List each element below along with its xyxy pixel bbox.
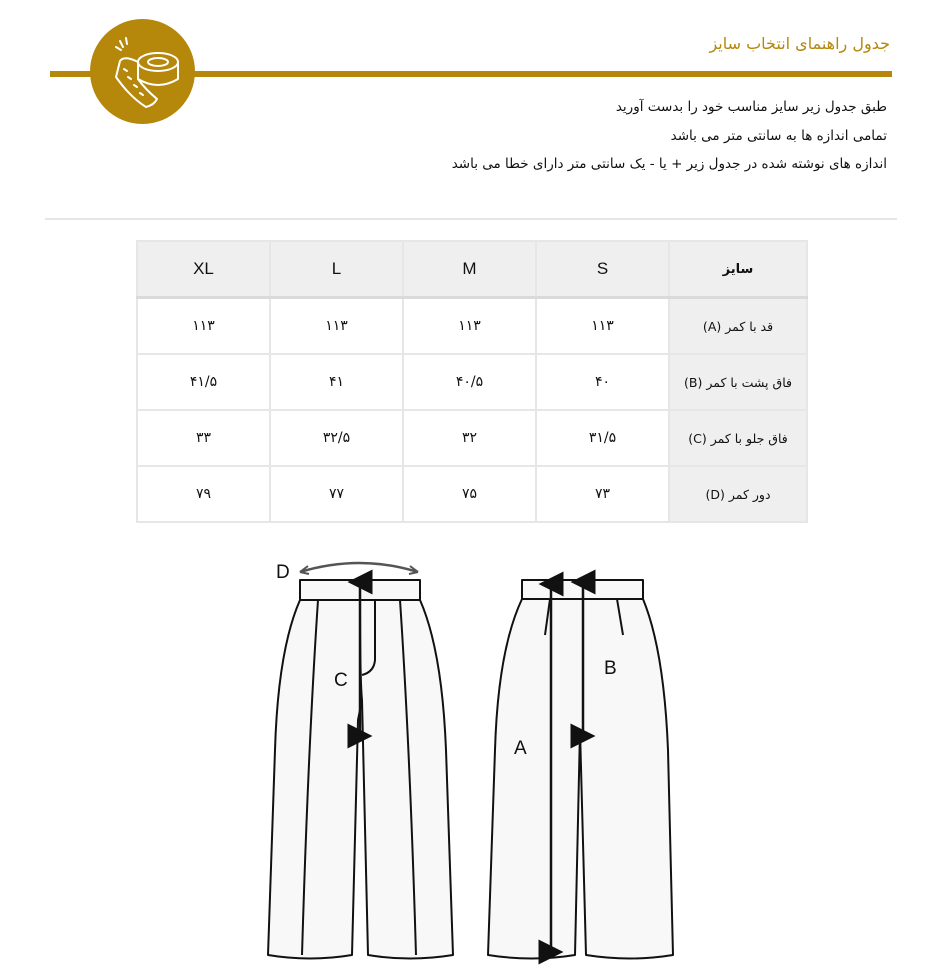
column-header-s: S [536, 241, 669, 298]
table-cell: ۱۱۳ [403, 298, 536, 355]
table-row [137, 354, 807, 410]
row-label: دور کمر (D) [669, 466, 807, 522]
waist-arc-arrow [300, 563, 418, 572]
column-header-xl: XL [137, 241, 270, 298]
size-notes [452, 93, 887, 179]
table-cell: ۴۰ [536, 354, 669, 410]
table-cell: ۳۱/۵ [536, 410, 669, 466]
table-header-row [137, 241, 807, 298]
table-cell: ۴۱/۵ [137, 354, 270, 410]
table-cell: ۳۲ [403, 410, 536, 466]
table-cell: ۴۰/۵ [403, 354, 536, 410]
table-cell: ۷۵ [403, 466, 536, 522]
table-cell: ۱۱۳ [270, 298, 403, 355]
measuring-tape-badge [90, 19, 195, 124]
note-line: اندازه های نوشته شده در جدول زیر + یا - یک سانتی متر دارای خطا می باشد [451, 156, 887, 172]
label-c: C [334, 670, 348, 691]
column-header-m: M [403, 241, 536, 298]
back-pants-drawing [488, 580, 673, 959]
size-table [136, 240, 808, 523]
table-cell: ۱۱۳ [536, 298, 669, 355]
table-cell: ۴۱ [270, 354, 403, 410]
note-line: تمامی اندازه ها به سانتی متر می باشد [670, 127, 887, 144]
page-title: جدول راهنمای انتخاب سایز [709, 34, 890, 53]
table-row [137, 466, 807, 522]
label-b: B [604, 658, 617, 679]
table-cell: ۳۳ [137, 410, 270, 466]
label-d: D [276, 562, 290, 583]
note-line: طبق جدول زیر سایز مناسب خود را بدست آورید [615, 99, 887, 115]
row-label: فاق جلو با کمر (C) [669, 410, 807, 466]
column-header-size: سایز [669, 241, 807, 298]
table-cell: ۷۹ [137, 466, 270, 522]
table-cell: ۳۲/۵ [270, 410, 403, 466]
row-label: قد با کمر (A) [669, 298, 807, 355]
table-cell: ۷۷ [270, 466, 403, 522]
row-label: فاق پشت با کمر (B) [669, 354, 807, 410]
measuring-tape-icon [90, 19, 195, 124]
column-header-l: L [270, 241, 403, 298]
section-divider [45, 218, 897, 220]
table-row [137, 410, 807, 466]
table-cell: ۷۳ [536, 466, 669, 522]
table-cell: ۱۱۳ [137, 298, 270, 355]
table-row [137, 298, 807, 355]
pants-measurement-diagram [250, 550, 690, 965]
label-a: A [514, 738, 527, 759]
